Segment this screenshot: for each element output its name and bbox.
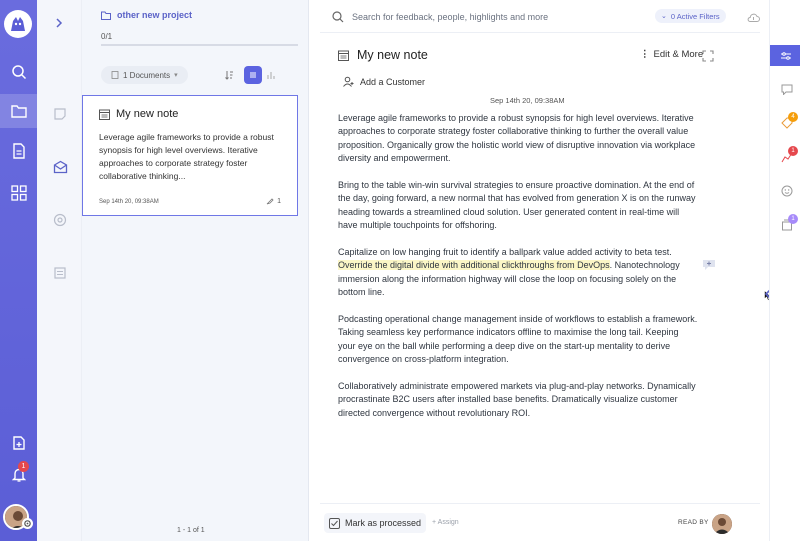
note-title[interactable] — [338, 48, 428, 62]
upload-cloud-icon[interactable] — [746, 10, 760, 24]
checkbox-icon — [329, 518, 340, 529]
tag-icon[interactable] — [780, 116, 794, 130]
list-doc-icon[interactable] — [50, 263, 70, 283]
grid-icon[interactable] — [0, 176, 37, 210]
document-card-excerpt: Leverage agile frameworks to provide a robust synopsis for high level overviews. Iterative approaches to corporate strategy foster collaborative thinking... — [99, 132, 274, 181]
document-card-title — [99, 108, 178, 120]
document-card-highlights — [266, 197, 281, 205]
logo-icon — [7, 13, 29, 35]
note-editor — [310, 0, 769, 541]
note-title-text[interactable]: My new note — [357, 48, 428, 62]
paragraph-text: . Nanotechnology immersion along the information highway will close the loop on focusing solely on the bottom line. — [338, 260, 680, 298]
search-icon — [332, 11, 344, 23]
note-icon[interactable] — [50, 104, 70, 124]
document-card-date: Sep 14th 20, 09:38AM — [99, 199, 159, 205]
pagination: 1 - 1 of 1 — [177, 527, 205, 534]
paragraph: Collaboratively administrate empowered markets via plug-and-play networks. Dynamically procrastinate B2C users after installed base benefits. Dramatically visualize customer directed convergence without revolutionary ROI. — [338, 381, 696, 418]
edit-more-button[interactable] — [640, 49, 703, 60]
reader-avatar[interactable] — [712, 514, 732, 534]
note-date: Sep 14th 20, 09:38AM — [490, 96, 565, 105]
list-view-button[interactable] — [244, 66, 262, 84]
smiley-icon[interactable] — [780, 184, 794, 198]
linked-docs-badge: 1 — [788, 214, 798, 224]
folder-icon[interactable] — [0, 94, 37, 128]
progress-bar — [101, 44, 298, 46]
logo[interactable] — [4, 10, 32, 38]
primary-nav — [0, 0, 37, 541]
notification-badge: 1 — [18, 461, 29, 472]
paragraph-text: Capitalize on low hanging fruit to identify a ballpark value added activity to beta test. — [338, 247, 672, 258]
kebab-icon: ⋮ — [640, 49, 650, 60]
documents-toolbar — [101, 66, 298, 86]
add-customer-label: Add a Customer — [360, 76, 426, 87]
divider — [320, 32, 760, 33]
chart-view-button[interactable] — [262, 66, 280, 84]
highlight-count: 1 — [277, 197, 281, 205]
progress-label: 0/1 — [101, 32, 113, 41]
sliders-icon — [780, 51, 792, 61]
sort-icon — [224, 70, 234, 80]
documents-panel — [82, 0, 309, 541]
documents-count: 1 Documents — [123, 70, 171, 80]
active-filters-label: 0 Active Filters — [670, 11, 720, 21]
add-person-icon — [343, 76, 354, 87]
sort-button[interactable] — [220, 66, 238, 84]
document-icon[interactable] — [0, 134, 37, 168]
paragraph: Bring to the table win-win survival strategies to ensure proactive domination. At the end of the day, going forward, a new normal that has evolved from generation X is on the runway heading towards a streamlined cloud solution. User generated content in real-time will have multiple touchpoints for offshoring. — [338, 180, 696, 231]
tag-badge: 4 — [788, 112, 798, 122]
mark-as-processed-button[interactable] — [324, 513, 426, 533]
globe-icon[interactable] — [50, 210, 70, 230]
search-icon[interactable] — [0, 55, 37, 89]
insight-badge: 1 — [788, 146, 798, 156]
chevron-down-icon: ▾ — [174, 72, 178, 79]
active-filters-button[interactable] — [655, 9, 726, 23]
document-card-title-text: My new note — [116, 108, 179, 120]
add-document-icon[interactable] — [0, 425, 37, 459]
paragraph: Podcasting operational change management inside of workflows to establish a framework. Taking seamless key performance indicators offline to maximise the long tail. Keeping your eye on the ball while performing a deep dive on the start-up mentality to derive convergence on cross-platform integration. — [338, 314, 698, 365]
note-content[interactable] — [338, 112, 698, 434]
read-by-label: READ BY — [678, 519, 709, 526]
expand-icon[interactable] — [702, 50, 714, 62]
folder-icon — [101, 11, 111, 20]
right-rail — [769, 0, 800, 541]
list-icon — [248, 70, 258, 80]
text-highlight[interactable]: Override the digital divide with additional clickthroughs from DevOps — [338, 260, 610, 271]
project-name: other new project — [117, 10, 193, 20]
highlighter-icon — [266, 197, 274, 205]
document-card[interactable] — [82, 95, 298, 216]
calendar-note-icon — [338, 50, 349, 61]
properties-tab[interactable] — [770, 45, 800, 66]
secondary-rail — [37, 0, 82, 541]
edit-more-label: Edit & More — [653, 49, 704, 60]
add-highlight-comment-icon[interactable] — [702, 259, 716, 271]
paragraph-with-highlight — [338, 246, 698, 300]
insight-icon[interactable] — [780, 150, 794, 164]
doc-mini-icon — [111, 71, 119, 79]
paragraph: Leverage agile frameworks to provide a robust synopsis for high level overviews. Iterative approaches to corporate strategy foster collaborative thinking to further the overall value proposition. Organically grow the holistic world view of disruptive innovation via workplace diversity and empowerment. — [338, 113, 696, 164]
divider — [320, 503, 760, 504]
bar-chart-icon — [266, 70, 276, 80]
chevron-down-icon: ⌄ — [661, 13, 667, 20]
linked-docs-icon[interactable] — [780, 218, 794, 232]
settings-gear-icon[interactable] — [22, 518, 33, 529]
comments-icon[interactable] — [780, 82, 794, 96]
mail-icon[interactable] — [50, 157, 70, 177]
search-input[interactable]: Search for feedback, people, highlights and more — [352, 11, 549, 22]
expand-rail-icon[interactable] — [52, 16, 66, 30]
assign-button[interactable]: + Assign — [432, 519, 459, 526]
add-customer-button[interactable] — [343, 76, 425, 87]
bell-icon[interactable] — [0, 457, 37, 491]
project-title[interactable] — [101, 10, 192, 20]
documents-dropdown[interactable] — [101, 66, 188, 84]
calendar-note-icon — [99, 109, 110, 120]
mark-as-processed-label: Mark as processed — [345, 518, 422, 528]
